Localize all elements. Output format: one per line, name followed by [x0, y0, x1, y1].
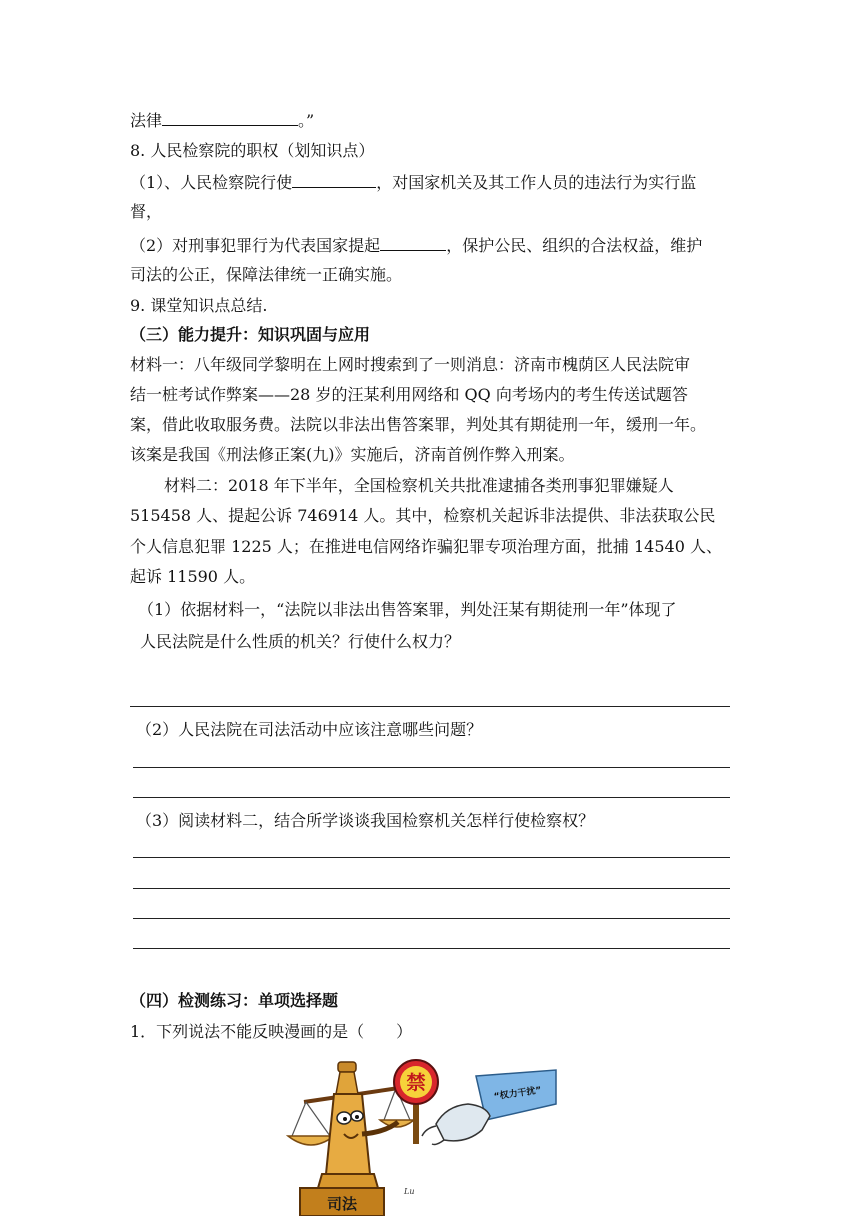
answer-line[interactable]: [133, 918, 730, 919]
section3-title: （三）能力提升：知识巩固与应用: [130, 325, 371, 344]
question1-line-2: 人民法院是什么性质的机关？行使什么权力？: [140, 632, 461, 651]
q8-item1-prefix: （1）、人民检察院行使: [130, 173, 293, 192]
question1-line-1: （1）依据材料一，“法院以非法出售答案罪，判处汪某有期徒刑一年”体现了: [138, 600, 677, 619]
mc1-stem: 1．下列说法不能反映漫画的是（ ）: [130, 1022, 413, 1041]
prohibition-sign-icon: [394, 1060, 438, 1144]
q8-item1-blank[interactable]: [292, 172, 376, 188]
hand-label: “权力干扰”: [493, 1085, 543, 1103]
material1-line-2: 结一桩考试作弊案——28 岁的汪某利用网络和 QQ 向考场内的考生传送试题答: [130, 385, 688, 404]
q8-item2-suffix: ，保护公民、组织的合法权益，维护: [446, 236, 703, 255]
answer-line[interactable]: [133, 948, 730, 949]
material2-line-2: 515458 人、提起公诉 746914 人。其中，检察机关起诉非法提供、非法获取公民: [130, 506, 716, 525]
material2-line-4: 起诉 11590 人。: [130, 567, 256, 586]
answer-line[interactable]: [130, 706, 730, 707]
q8-item1-cont: 督，: [130, 202, 163, 221]
material2-line-1: 材料二：2018 年下半年，全国检察机关共批准逮捕各类刑事犯罪嫌疑人: [164, 476, 674, 495]
material1-line-4: 该案是我国《刑法修正案(九)》实施后，济南首例作弊入刑案。: [130, 445, 575, 464]
sign-text: 禁: [406, 1072, 426, 1094]
q7-blank[interactable]: [162, 110, 298, 126]
q8-item2-prefix: （2）对刑事犯罪行为代表国家提起: [130, 236, 381, 255]
comic-signature: Lu: [404, 1187, 415, 1196]
section4-title: （四）检测练习：单项选择题: [130, 991, 339, 1010]
q8-title: 8. 人民检察院的职权（划知识点）: [130, 141, 375, 160]
q7-suffix: 。”: [298, 111, 315, 130]
answer-line[interactable]: [133, 767, 730, 768]
comic-illustration: [286, 1054, 562, 1216]
q7-answer-line: [130, 110, 314, 132]
q8-item2-cont: 司法的公正，保障法律统一正确实施。: [130, 265, 403, 284]
interfering-hand-icon: [422, 1070, 556, 1145]
answer-line[interactable]: [133, 888, 730, 889]
answer-line[interactable]: [133, 857, 730, 858]
q8-item1-suffix: ，对国家机关及其工作人员的违法行为实行监: [376, 173, 697, 192]
comic-base-label: 司法: [326, 1195, 358, 1213]
question3: （3）阅读材料二，结合所学谈谈我国检察机关怎样行使检察权？: [136, 811, 595, 830]
q7-prefix: 法律: [130, 111, 163, 130]
q8-item2-blank[interactable]: [380, 235, 446, 251]
material2-line-3: 个人信息犯罪 1225 人；在推进电信网络诈骗犯罪专项治理方面，批捕 14540 人、: [130, 537, 722, 556]
q9-title: 9. 课堂知识点总结.: [130, 296, 268, 315]
question2: （2）人民法院在司法活动中应该注意哪些问题？: [136, 720, 483, 739]
material1-line-1: 材料一：八年级同学黎明在上网时搜索到了一则消息：济南市槐荫区人民法院审: [130, 355, 691, 374]
q8-item2: [130, 235, 702, 257]
q8-item1: [130, 172, 696, 194]
material1-line-3: 案，借此收取服务费。法院以非法出售答案罪，判处其有期徒刑一年，缓刑一年。: [130, 415, 707, 434]
answer-line[interactable]: [133, 797, 730, 798]
